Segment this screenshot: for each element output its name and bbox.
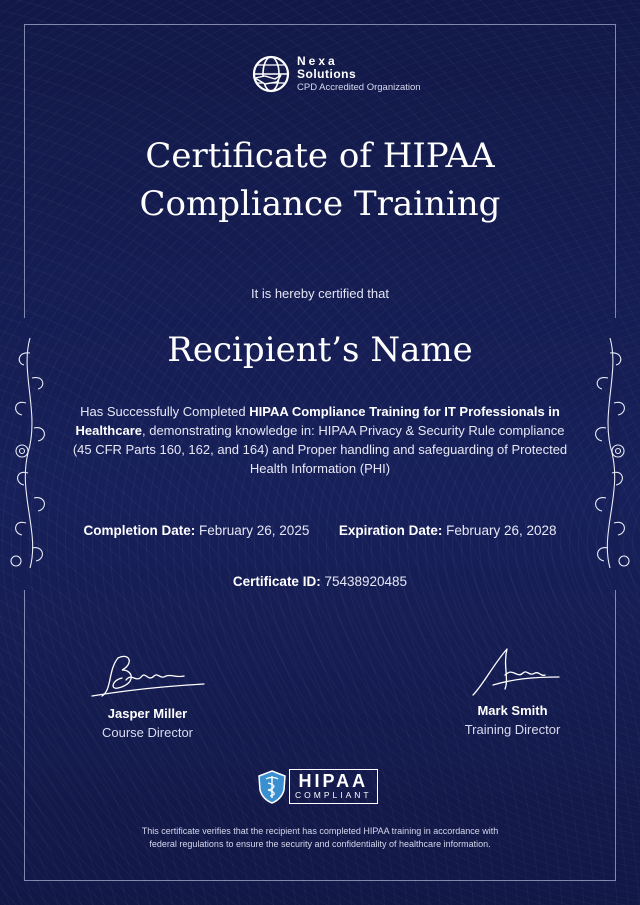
organization-name-line2: Solutions [297, 67, 357, 82]
badge-main-text: HIPAA [298, 771, 369, 791]
signature-mark-smith [463, 645, 563, 699]
signatory-title: Training Director [464, 722, 561, 737]
signatory-name: Mark Smith [477, 703, 548, 718]
signature-jasper-miller [88, 650, 208, 702]
caduceus-shield-icon [258, 770, 286, 804]
certificate-id [0, 574, 640, 589]
certified-text: It is hereby certified that [250, 286, 389, 301]
expiration-label: Expiration Date: [338, 523, 443, 538]
completion-date: February 26, 2025 [199, 523, 310, 538]
signatory-name: Jasper Miller [107, 706, 188, 721]
expiration-date: February 26, 2028 [446, 523, 557, 538]
badge-sub-text: COMPLIANT [295, 790, 372, 800]
signature-block-right [425, 645, 600, 737]
organization-logo [251, 54, 421, 94]
organization-subtitle: CPD Accredited Organization [297, 82, 421, 94]
course-name: HIPAA Compliance Training for IT Professionals in Healthcare [75, 404, 560, 438]
footer-note: This certificate verifies that the recipient has completed HIPAA training in accordance with federal regulations to ensure the security and confidentiality of healthcare information. [141, 826, 499, 849]
certificate-description: Has Successfully Completed HIPAA Compliance Training for IT Professionals in Healthcare, demonstrating knowledge in: HIPAA Privacy & Security Rule compliance (45 CFR Parts 160, 162, and 164) and Proper handling and safeguarding of Protected Health Information (PHI) [72, 404, 568, 476]
certificate-title: Certificate of HIPAA Compliance Training [139, 136, 501, 224]
hipaa-compliant-badge [258, 768, 378, 805]
globe-hand-icon [251, 54, 291, 94]
signatory-title: Course Director [101, 725, 194, 740]
recipient-name: Recipient’s Name [167, 330, 473, 370]
certificate-id-value: 75438920485 [324, 574, 408, 589]
signature-block-left [60, 650, 235, 740]
organization-name-line1: Nexa [297, 54, 338, 69]
completion-label: Completion Date: [83, 523, 196, 538]
certificate-id-label: Certificate ID: [232, 574, 321, 589]
dates-row [0, 523, 640, 538]
